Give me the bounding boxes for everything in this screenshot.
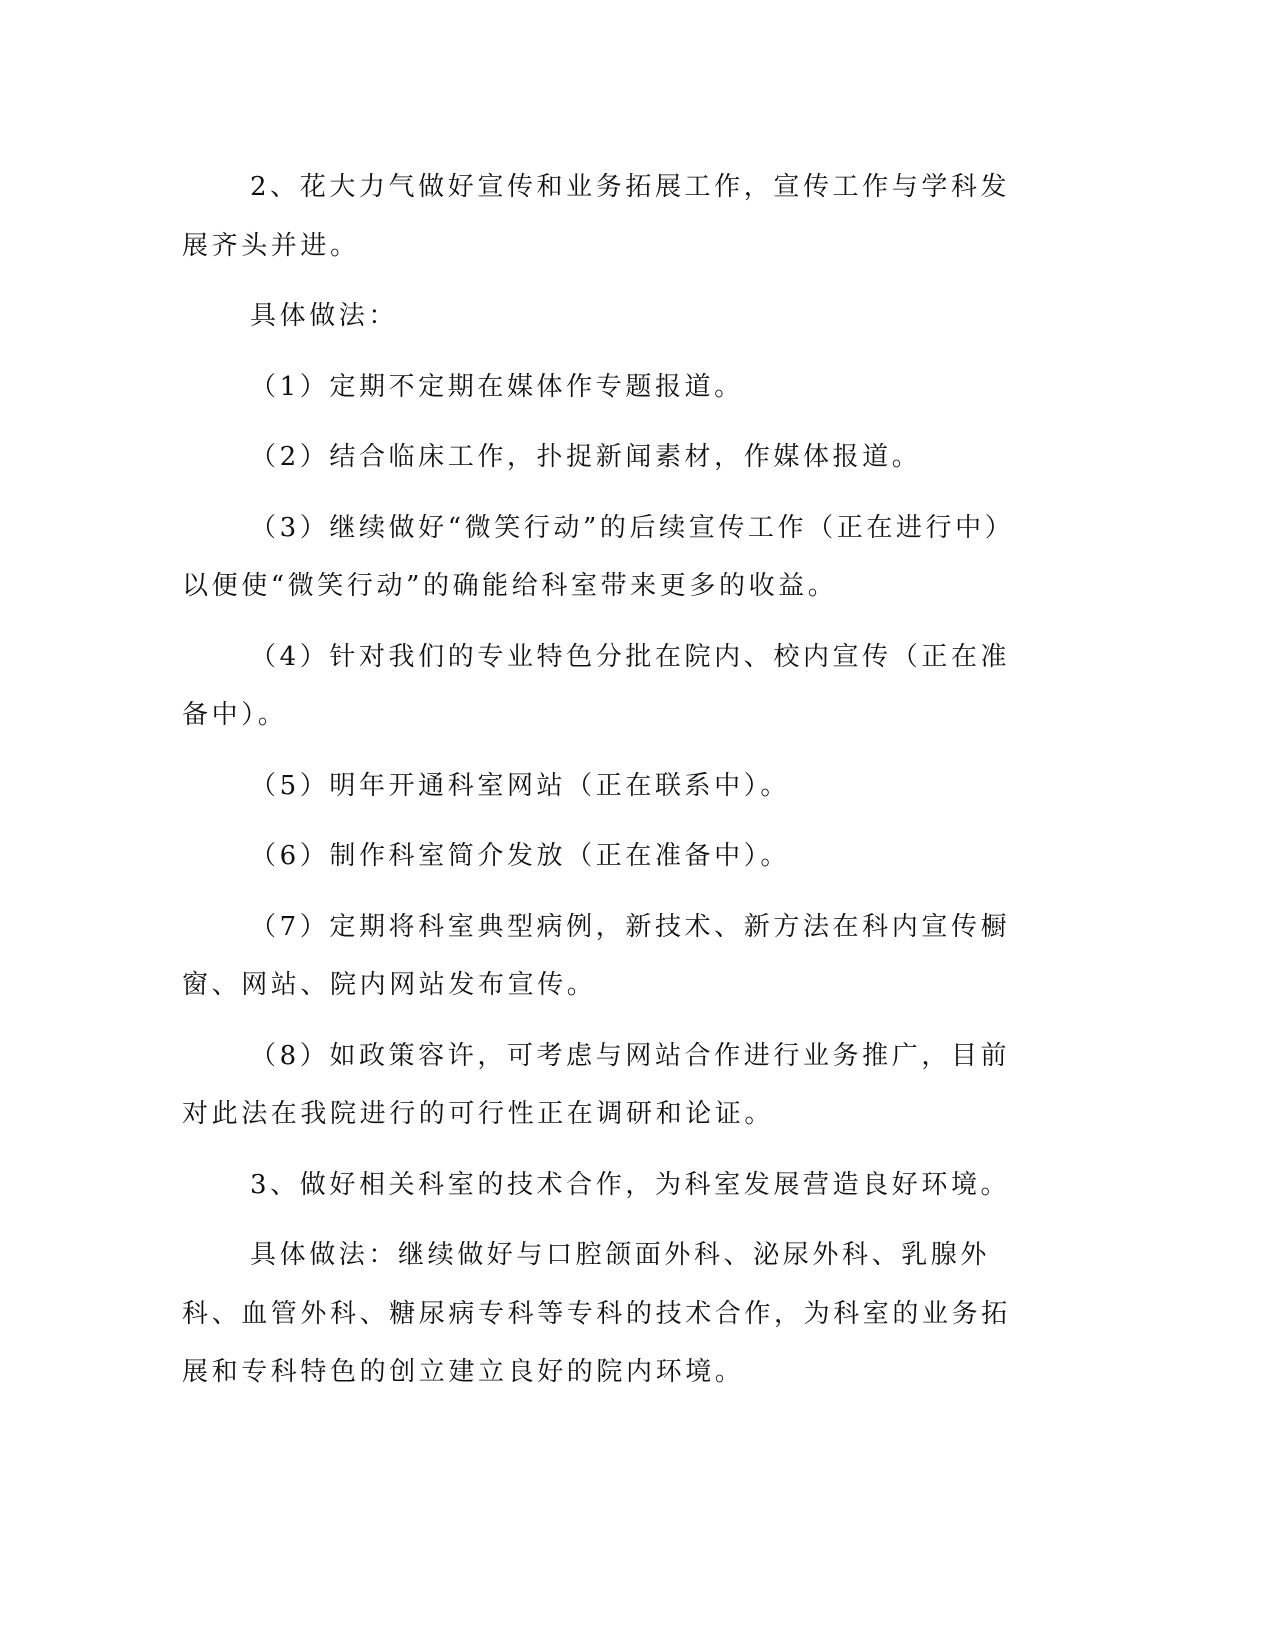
list-item-5: （5）明年开通科室网站（正在联系中）。: [250, 770, 790, 801]
list-item-6: （6）制作科室简介发放（正在准备中）。: [250, 841, 790, 871]
document-body: [182, 158, 1027, 1414]
list-item-4: （4）针对我们的专业特色分批在院内、校内宣传（正在准备中）。: [182, 641, 1011, 730]
section-2-heading: 2、花大力气做好宣传和业务拓展工作，宣传工作与学科发展齐头并进。: [182, 172, 1011, 261]
section-3-heading: 3、做好相关科室的技术合作，为科室发展营造良好环境。: [250, 1169, 1011, 1200]
methods-paragraph: 具体做法：继续做好与口腔颌面外科、泌尿外科、乳腺外科、血管外科、糖尿病专科等专科的技术合作，为科室的业务拓展和专科特色的创立建立良好的院内环境。: [182, 1240, 1011, 1387]
list-item-1: （1）定期不定期在媒体作专题报道。: [250, 371, 744, 402]
list-item-8: （8）如政策容许，可考虑与网站合作进行业务推广，目前对此法在我院进行的可行性正在调研和论证。: [182, 1040, 1011, 1129]
list-item-7: （7）定期将科室典型病例，新技术、新方法在科内宣传橱窗、网站、院内网站发布宣传。: [182, 911, 1011, 1000]
methods-label: 具体做法：: [250, 301, 399, 331]
list-item-3: （3）继续做好“微笑行动”的后续宣传工作（正在进行中）以便使“微笑行动”的确能给科室带来更多的收益。: [182, 512, 1015, 601]
list-item-2: （2）结合临床工作，扑捉新闻素材，作媒体报道。: [250, 442, 922, 472]
